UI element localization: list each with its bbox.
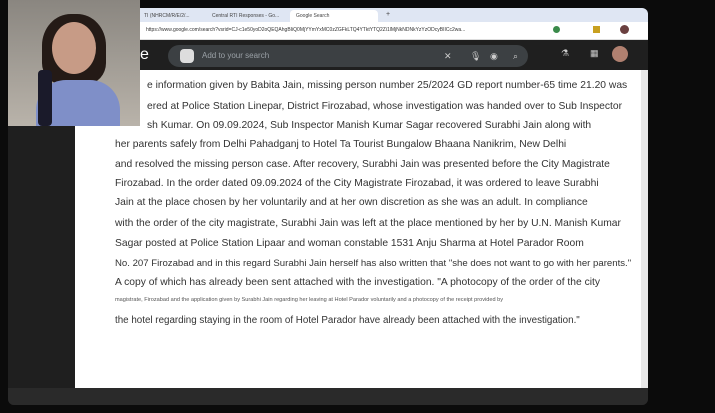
account-avatar[interactable]	[612, 46, 628, 62]
extension-icon[interactable]	[553, 26, 560, 33]
new-tab-button[interactable]: +	[386, 11, 391, 18]
search-input[interactable]: Add to your search	[202, 51, 270, 60]
doc-line: sh Kumar. On 09.09.2024, Sub Inspector Manish Kumar Sagar recovered Surabhi Jain along with	[147, 120, 592, 131]
microphone-icon	[38, 70, 52, 126]
doc-line: A copy of which has already been sent attached with the investigation. "A photocopy of the order of the city	[115, 277, 601, 288]
doc-line: Firozabad. In the order dated 09.09.2024 of the City Magistrate Firozabad, it was ordered to leave Surabhi	[115, 178, 599, 189]
search-icon[interactable]: ⌕	[513, 51, 519, 61]
presenter-face	[52, 22, 96, 74]
doc-line: with the order of the city magistrate, Surabhi Jain was left at the place mentioned by her by U.N. Manish Kumar	[115, 218, 621, 229]
labs-icon[interactable]: ⚗	[561, 48, 570, 58]
extension-icon[interactable]	[593, 26, 600, 33]
tab-google-search[interactable]: Google Search	[290, 10, 378, 22]
profile-avatar[interactable]	[620, 25, 629, 34]
document-page	[75, 70, 641, 388]
doc-line: Jain at the place chosen by her voluntarily and at her own discretion as she was an adult. In compliance	[115, 197, 588, 208]
doc-line: the hotel regarding staying in the room of Hotel Parador have already been attached with the investigation."	[115, 315, 580, 326]
url-text[interactable]: https://www.google.com/search?vsrid=CJ-c1e50yoD2oQEQAhgBIiQ0MjYYmYxMC0zZGFkLTQ4YTktYTQ2Zi1lMjNkNDNkYzYzODcyBIICc2wa...	[146, 27, 466, 33]
doc-line: Sagar posted at Police Station Lipaar and woman constable 1531 Anju Sharma at Hotel Parador Room	[115, 238, 584, 249]
lens-icon[interactable]: ◉	[490, 51, 498, 61]
tab-nhrc[interactable]: TI (NHRCM/R/E/2/...	[144, 13, 190, 19]
apps-grid-icon[interactable]: ▦	[590, 48, 599, 58]
webcam-overlay	[8, 0, 140, 126]
doc-line: her parents safely from Delhi Pahadganj to Hotel Ta Tourist Bungalow Bhaana Nanikrim, New Delhi	[115, 139, 567, 150]
google-logo[interactable]: e	[140, 46, 149, 63]
mic-icon[interactable]: 🎙	[470, 51, 482, 61]
doc-line: No. 207 Firozabad and in this regard Surabhi Jain herself has also written that "she does not want to go with her parents."	[115, 258, 632, 269]
bottom-bar	[8, 388, 648, 405]
doc-line: magistrate, Firozabad and the application given by Surabhi Jain regarding her leaving at Hotel Parador voluntarily and a photocopy of the receipt provided by	[115, 297, 504, 303]
clear-icon[interactable]: ✕	[444, 51, 452, 61]
doc-line: ered at Police Station Linepar, District Firozabad, whose investigation was handed over to Sub Inspector	[147, 101, 623, 112]
tab-central-rti[interactable]: Central RTI Responses - Go...	[212, 13, 280, 19]
search-box[interactable]	[168, 45, 528, 67]
doc-line: e information given by Babita Jain, missing person number 25/2024 GD report number-65 time 21.20 was	[147, 80, 628, 91]
doc-line: and resolved the missing person case. After recovery, Surabhi Jain was presented before the City Magistrate	[115, 159, 610, 170]
image-chip[interactable]	[180, 49, 194, 63]
scrollbar[interactable]	[641, 70, 648, 388]
